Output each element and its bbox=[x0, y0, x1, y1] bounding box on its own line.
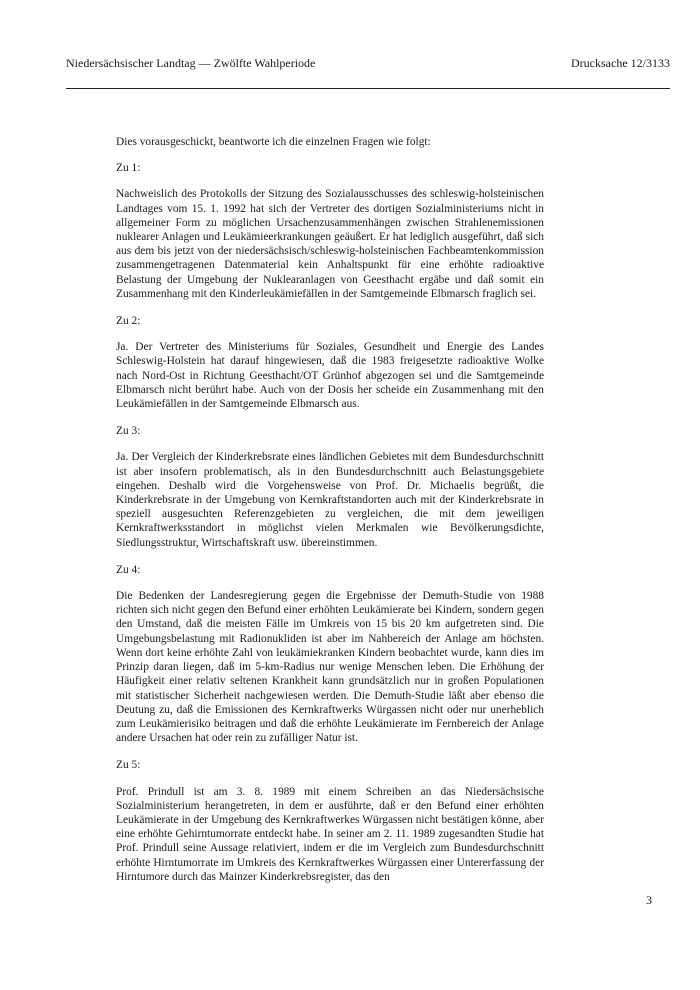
section-body-5: Prof. Prindull ist am 3. 8. 1989 mit einem Schreiben an das Niedersächsische Sozialministerium herangetreten, in dem er ausführte, daß er den Befund einer erhöhten Leukämierate in der Umgebung des Kernkraftwerkes Würgassen nicht bestätigen könne, aber eine erhöhte Gehirntumorrate entdeckt habe. In seiner am 2. 11. 1989 zugesandten Studie hat Prof. Prindull seine Aussage relativiert, indem er die im Vergleich zum Bundesdurchschnitt erhöhte Hirntumorrate im Umkreis des Kernkraftwerkes Würgassen einer Untererfassung der Hirntumore durch das Mainzer Kinderkrebsregister, das den bbox=[116, 785, 544, 883]
section-heading-4: Zu 4: bbox=[116, 563, 141, 576]
intro-paragraph: Dies vorausgeschickt, beantworte ich die einzelnen Fragen wie folgt: bbox=[116, 136, 431, 148]
header-divider bbox=[66, 88, 670, 89]
section-body-1: Nachweislich des Protokolls der Sitzung des Sozialausschusses des schleswig-holsteinischen Landtages vom 15. 1. 1992 hat sich der Vertreter des dortigen Sozialministeriums nicht in allgemeiner Form zu möglichen Ursachenzusammenhängen zwischen Strahlenemissionen nuklearer Anlagen und Leukämieerkrankungen geäußert. Er hat lediglich ausgeführt, daß sich aus dem bis jetzt von der niedersächsisch/schleswig-holsteinischen Fachbeamtenkommission zusammengetragenen Datenmaterial kein Anhaltspunkt für eine erhöhte radioaktive Belastung der Umgebung der Nuklearanlagen von Geesthacht ergäbe und daß somit ein Zusammenhang mit den Kinderleukämiefällen in der Samtgemeinde Elbmarsch fraglich sei. bbox=[116, 188, 544, 300]
section-body-3: Ja. Der Vergleich der Kinderkrebsrate eines ländlichen Gebietes mit dem Bundesdurchschnitt ist aber insofern problematisch, als in den Bundesdurchschnitt auch Belastungsgebiete eingehen. Deshalb wird die Vorgehensweise von Prof. Dr. Michaelis begrüßt, die Kinderkrebsrate in der Umgebung von Kernkraftstandorten auch mit der Kinderkrebsrate in speziell ausgesuchten Referenzgebieten zu vergleichen, die mit dem jeweiligen Kernkraftwerksstandort in möglichst vielen Merkmalen wie Bevölkerungsdichte, Siedlungsstruktur, Wirtschaftskraft usw. übereinstimmen. bbox=[116, 451, 544, 549]
section-body-2: Ja. Der Vertreter des Ministeriums für Soziales, Gesundheit und Energie des Landes Schleswig-Holstein hat darauf hingewiesen, daß die 1983 freigesetzte radioaktive Wolke nach Nord-Ost in Richtung Geesthacht/OT Grünhof abgezogen sei und die Samtgemeinde Elbmarsch nicht berührt habe. Auch von der Dosis her scheide ein Zusammenhang mit den Leukämiefällen in der Samtgemeinde Elbmarsch aus. bbox=[116, 341, 544, 411]
page-header bbox=[66, 56, 670, 71]
section-body-4: Die Bedenken der Landesregierung gegen die Ergebnisse der Demuth-Studie von 1988 richten sich nicht gegen den Befund einer erhöhten Leukämierate bei Kindern, sondern gegen den Umstand, daß die meisten Fälle im Umkreis von 15 bis 20 km aufgetreten sind. Die Umgebungsbelastung mit Radionukliden ist aber im Nahbereich der Anlage am höchsten. Wenn dort keine erhöhte Zahl von leukämiekranken Kindern beobachtet wurde, kann dies im Prinzip daran liegen, daß im 5-km-Radius nur wenige Menschen leben. Die Erhöhung der Häufigkeit einer relativ seltenen Krankheit kann grundsätzlich nur in großen Populationen mit statistischer Sicherheit nachgewiesen werden. Die Demuth-Studie läßt aber ebenso die Deutung zu, daß die Emissionen des Kernkraftwerks Würgassen nicht oder nur unerheblich zum Leukämierisiko beitragen und daß die erhöhte Leukämierate im Fernbereich der Anlage andere Ursachen hat oder rein zu zufälliger Natur ist. bbox=[116, 590, 544, 745]
document-body bbox=[116, 135, 544, 897]
section-heading-3: Zu 3: bbox=[116, 425, 141, 438]
header-title: Niedersächsischer Landtag — Zwölfte Wahlperiode bbox=[66, 56, 316, 70]
document-number: Drucksache 12/3133 bbox=[571, 56, 670, 70]
section-heading-1: Zu 1: bbox=[116, 162, 141, 175]
section-heading-5: Zu 5: bbox=[116, 759, 141, 772]
page-number: 3 bbox=[646, 893, 652, 907]
section-heading-2: Zu 2: bbox=[116, 315, 141, 328]
